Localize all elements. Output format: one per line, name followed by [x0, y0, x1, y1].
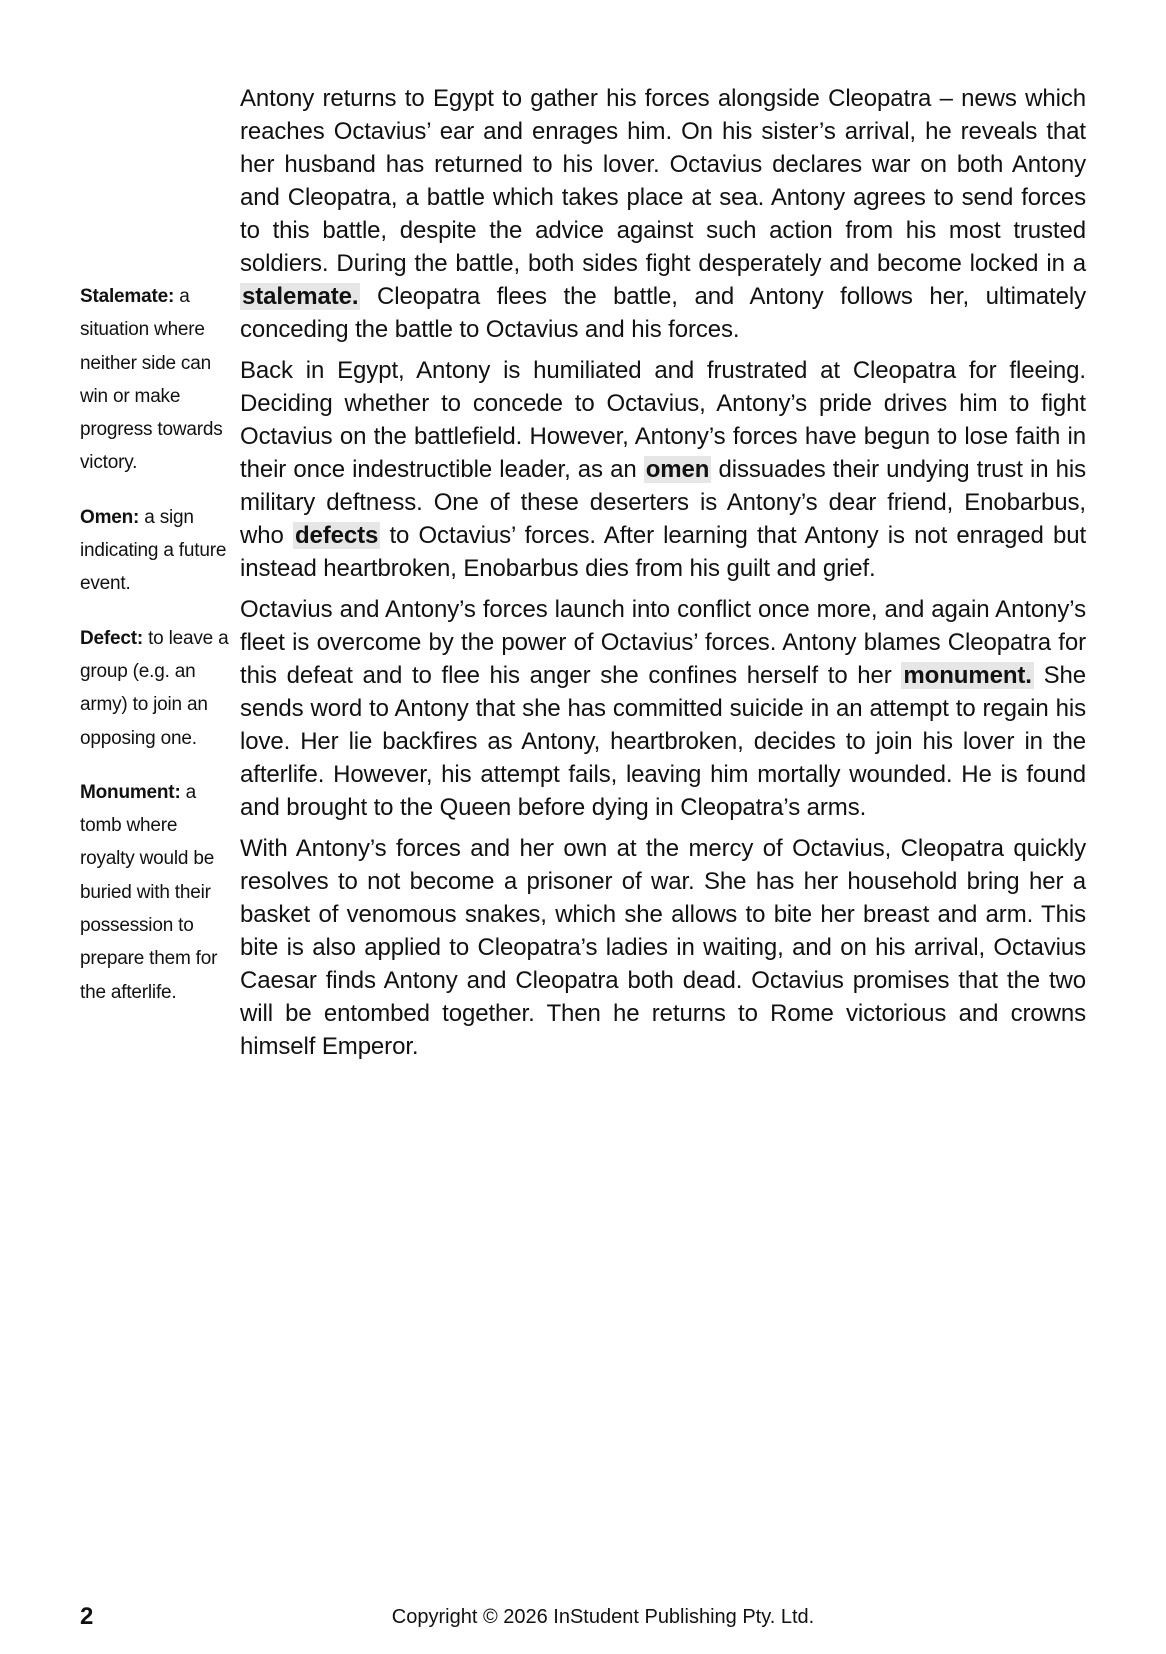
text-span: Back in Egypt, Antony is humiliated and frustrated at Cleopatra for fleeing. Deciding whether to concede to Octavius, Antony’s pride drives him to fight Octavius on the battlefield. However, Antony’s forces have begun to lose faith in their once indestructible leader, as an — [240, 357, 1086, 483]
glossary-definition: to leave a group (e.g. an army) to join an opposing one. — [80, 627, 229, 749]
glossary-term: Omen: — [80, 506, 140, 528]
paragraph-3 — [240, 593, 1086, 824]
glossary-entry-defect — [80, 622, 230, 755]
glossary-definition: a tomb where royalty would be buried with their possession to prepare them for the afterlife. — [80, 781, 218, 1003]
paragraph-2 — [240, 354, 1086, 585]
text-span: Cleopatra flees the battle, and Antony follows her, ultimately conceding the battle to Octavius and his forces. — [240, 283, 1086, 343]
glossary-term: Stalemate: — [80, 286, 175, 307]
glossary-entry-monument — [80, 776, 230, 1009]
paragraph-4: With Antony’s forces and her own at the mercy of Octavius, Cleopatra quickly resolves to not become a prisoner of war. She has her household bring her a basket of venomous snakes, which she allows to bite her breast and arm. This bite is also applied to Cleopatra’s ladies in waiting, and on his arrival, Octavius Caesar finds Antony and Cleopatra both dead. Octavius promises that the two will be entombed together. Then he returns to Rome victorious and crowns himself Emperor. — [240, 835, 1086, 1060]
story-text — [240, 82, 1086, 1071]
highlighted-term-omen: omen — [645, 456, 710, 483]
page-number: 2 — [80, 1603, 94, 1630]
text-span: to Octavius’ forces. After learning that Antony is not enraged but instead heartbroken, Enobarbus dies from his guilt and grief. — [240, 522, 1087, 582]
text-span: Antony returns to Egypt to gather his forces alongside Cleopatra – news which reaches Octavius’ ear and enrages him. On his sister’s arrival, he reveals that her husband has returned to his lover. Octavius declares war on both Antony and Cleopatra, a battle which takes place at sea. Antony agrees to send forces to this battle, despite the advice against such action from his most trusted soldiers. During the battle, both sides fight desperately and become locked in a — [240, 85, 1086, 277]
text-span: She sends word to Antony that she has committed suicide in an attempt to regain his love. Her lie backfires as Antony, heartbroken, decides to join his lover in the afterlife. However, his attempt fails, leaving him mortally wounded. He is found and brought to the Queen before dying in Cleopatra’s arms. — [240, 662, 1086, 821]
glossary-entry-omen — [80, 501, 230, 601]
glossary-term: Monument: — [80, 781, 181, 803]
highlighted-term-stalemate: stalemate. — [242, 283, 359, 310]
glossary-entry-stalemate — [80, 280, 230, 480]
text-span: Octavius and Antony’s forces launch into conflict once more, and again Antony’s fleet is overcome by the power of Octavius’ forces. Antony blames Cleopatra for this defeat and to flee his anger she confines herself to her — [240, 596, 1086, 689]
glossary-definition: a sign indicating a future event. — [80, 506, 227, 595]
paragraph-1 — [240, 82, 1086, 346]
text-span: dissuades their undying trust in his military deftness. One of these deserters is Antony’s dear friend, Enobarbus, who — [240, 456, 1086, 549]
glossary-term: Defect: — [80, 627, 144, 649]
glossary-definition: a situation where neither side can win or make progress towards victory. — [80, 286, 223, 474]
copyright-footer: Copyright © 2026 InStudent Publishing Pty. Ltd. — [391, 1606, 815, 1628]
highlighted-term-defects: defects — [294, 522, 379, 549]
glossary-sidebar — [80, 280, 230, 1009]
highlighted-term-monument: monument. — [903, 662, 1032, 689]
